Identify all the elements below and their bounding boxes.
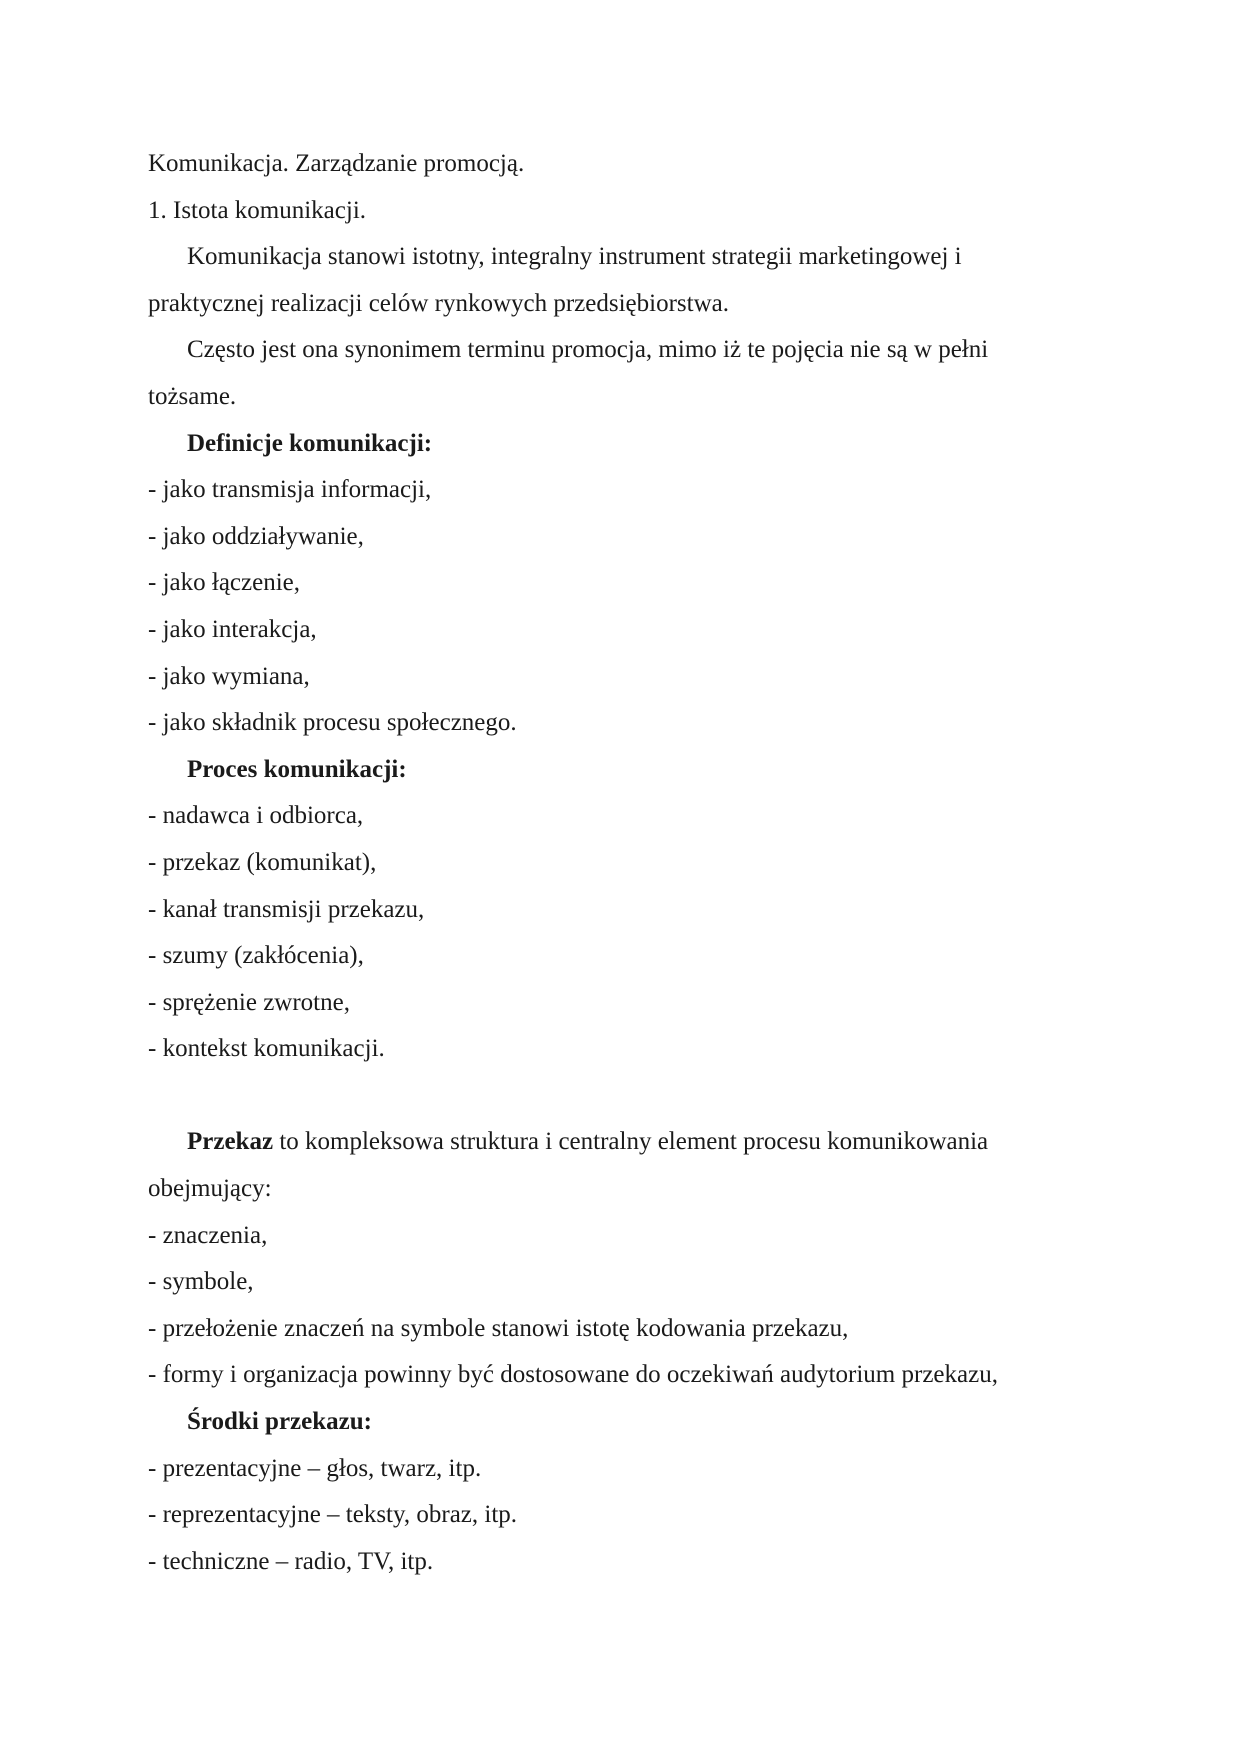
document-title: Komunikacja. Zarządzanie promocją. — [148, 150, 525, 177]
message-definition-text: to kompleksowa struktura i centralny element procesu komunikowania — [273, 1128, 989, 1156]
list-item: - kanał transmisji przekazu, — [148, 895, 425, 923]
blank-line — [148, 1073, 1108, 1120]
process-heading: Proces komunikacji: — [187, 755, 407, 783]
paragraph-line: Komunikacja stanowi istotny, integralny instrument strategii marketingowej i — [187, 243, 962, 271]
list-item: - symbole, — [148, 1268, 254, 1296]
message-definition — [148, 1119, 1108, 1166]
list-item: - sprężenie zwrotne, — [148, 988, 350, 1016]
list-item: - techniczne – radio, TV, itp. — [148, 1547, 434, 1575]
list-item: - nadawca i odbiorca, — [148, 802, 364, 830]
paragraph-line: Często jest ona synonimem terminu promocja, mimo iż te pojęcia nie są w pełni — [187, 336, 989, 364]
definitions-heading: Definicje komunikacji: — [187, 429, 433, 457]
list-item: - prezentacyjne – głos, twarz, itp. — [148, 1454, 482, 1482]
paragraph-line: tożsame. — [148, 382, 237, 410]
paragraph-line: obejmujący: — [148, 1175, 272, 1203]
list-item: - jako interakcja, — [148, 615, 317, 643]
list-item: - szumy (zakłócenia), — [148, 942, 364, 970]
list-item: - znaczenia, — [148, 1221, 268, 1249]
list-item: - jako oddziaływanie, — [148, 522, 364, 550]
list-item: - jako transmisja informacji, — [148, 476, 432, 504]
list-item: - jako łączenie, — [148, 569, 300, 597]
section-heading: 1. Istota komunikacji. — [148, 196, 367, 224]
list-item: - przekaz (komunikat), — [148, 848, 377, 876]
means-heading: Środki przekazu: — [187, 1408, 372, 1436]
list-item: - jako składnik procesu społecznego. — [148, 709, 517, 737]
paragraph-line: praktycznej realizacji celów rynkowych przedsiębiorstwa. — [148, 289, 729, 317]
list-item: - jako wymiana, — [148, 662, 310, 690]
list-item: - kontekst komunikacji. — [148, 1035, 385, 1063]
list-item: - formy i organizacja powinny być dostosowane do oczekiwań audytorium przekazu, — [148, 1361, 998, 1389]
list-item: - reprezentacyjne – teksty, obraz, itp. — [148, 1501, 518, 1529]
document-page — [148, 141, 1108, 1585]
message-term: Przekaz — [187, 1128, 274, 1156]
list-item: - przełożenie znaczeń na symbole stanowi istotę kodowania przekazu, — [148, 1314, 849, 1342]
